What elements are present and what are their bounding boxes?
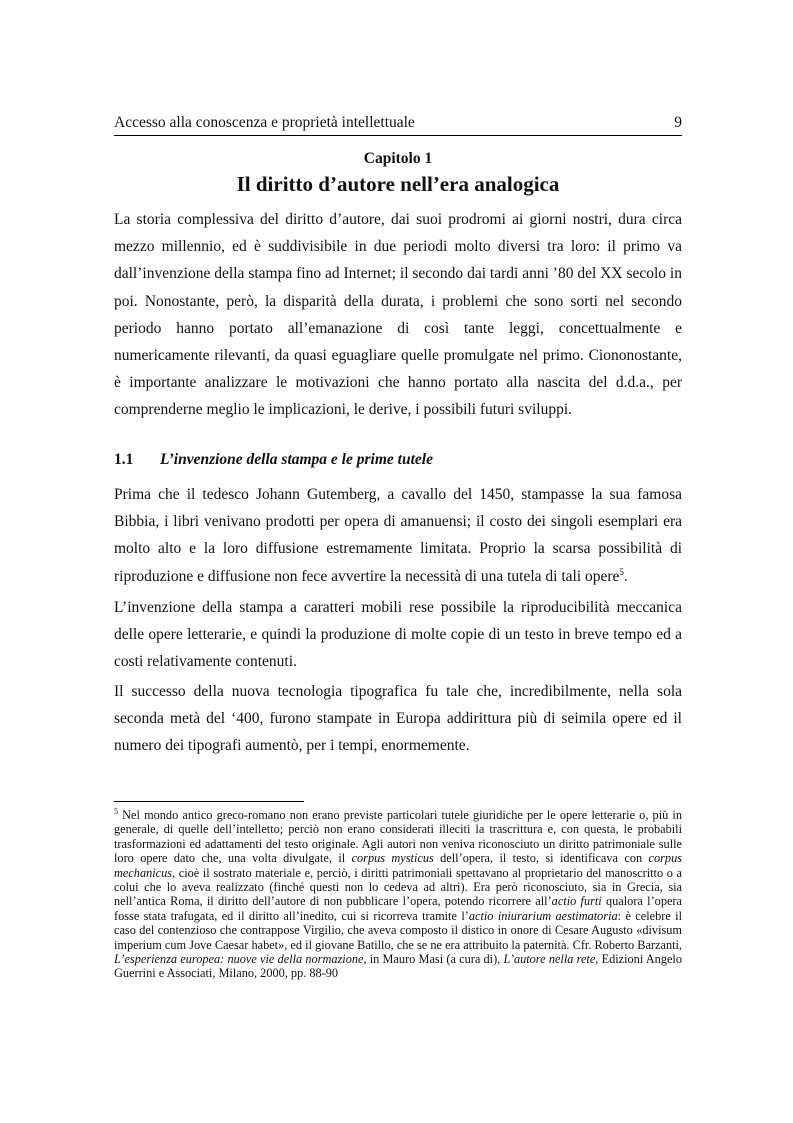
footnote-text: qualora l’opera fosse stata trafugata, ed il diritto all’inedito, cui si ricorreva tramite l’	[114, 894, 682, 923]
paragraph-gutemberg	[114, 481, 682, 590]
footnote-text: Nel mondo antico greco-romano non erano previste particolari tutele giuridiche per le opere letterarie o, più in generale, di quelle dell’intelletto; perciò non erano considerati illeciti la trascrittura e, con questa, le probabili trasformazioni ed adattamenti del testo originale. Agli autori non veniva riconosciuto un diritto patrimoniale sulle loro opere dato che, una volta divulgate, il	[114, 808, 682, 866]
page-number: 9	[674, 114, 682, 131]
paragraph-end: .	[623, 567, 628, 585]
intro-paragraph: La storia complessiva del diritto d’autore, dai suoi prodromi ai giorni nostri, dura circa mezzo millennio, ed è suddivisibile in due periodi molto diversi tra loro: il primo va dall’invenzione della stampa fino ad Internet; il secondo dai tardi anni ’80 del XX secolo in poi. Nonostante, però, la disparità della durata, i problemi che sono sorti nel secondo periodo hanno portato all’emanazione di così tante leggi, concettualmente e numericamente rilevanti, da quasi eguagliare quelle promulgate nel primo. Ciononostante, è importante analizzare le motivazioni che hanno portato alla nascita del d.d.a., per comprenderne meglio le implicazioni, le derive, i possibili futuri sviluppi.	[114, 211, 682, 419]
footnote-italic: corpus mechanicus	[114, 851, 683, 880]
paragraph-movable-type: L’invenzione della stampa a caratteri mobili rese possibile la riproducibilità meccanica delle opere letterarie, e quindi la produzione di molte copie di un testo in breve tempo ed a costi relativamente contenuti.	[114, 599, 682, 671]
footnote-marker: 5	[114, 806, 118, 816]
footnote-text: , in Mauro Masi (a cura di),	[363, 952, 504, 967]
footnote-divider	[114, 801, 304, 802]
footnote-italic: actio furti	[551, 894, 602, 909]
footnote-text: Edizioni Angelo Guerrini e Associati, Milano, 2000, pp. 88-90	[114, 952, 682, 981]
running-header	[114, 114, 682, 136]
footnote-text: dell’opera, il testo, si identificava con	[433, 851, 649, 866]
footnote	[114, 808, 682, 981]
footnote-italic: L’autore nella rete,	[503, 952, 599, 967]
section-title: L’invenzione della stampa e le prime tutele	[160, 451, 433, 468]
footnote-text: : è celebre il caso del contenzioso che contrappose Virgilio, che aveva composto il distico in onore di Cesare Augusto «divisum imperium cum Jove Caesar habet», ed il giovane Batillo, che se ne era attribuito la paternità. Cfr. Roberto Barzanti,	[114, 908, 683, 952]
footnote-italic: actio iniurarium aestimatoria	[468, 908, 618, 923]
paragraph-text: Prima che il tedesco Johann Gutemberg, a cavallo del 1450, stampasse la sua famosa Bibbia, i libri venivano prodotti per opera di amanuensi; il costo dei singoli esemplari era molto alto e la loro diffusione estremamente limitata. Proprio la scarsa possibilità di riproduzione e diffusione non fece avvertire la necessità di una tutela di tali opere	[114, 486, 682, 585]
section-heading	[114, 450, 682, 470]
running-title: Accesso alla conoscenza e proprietà intellettuale	[114, 114, 415, 131]
footnote-text: , cioè il sostrato materiale e, perciò, i diritti patrimoniali spettavano al proprietario del manoscritto o a colui che lo aveva realizzato (finché questi non lo cedeva ad altri). Era però riconosciuto, sia in Grecia, sia nell’antica Roma, il diritto dell’autore di non pubblicare l’opera, potendo ricorrere all’	[114, 865, 682, 909]
footnote-italic: corpus mysticus	[351, 851, 434, 866]
chapter-label: Capitolo 1	[363, 150, 433, 167]
footnote-italic: L’esperienza europea: nuove vie della normazione	[114, 952, 364, 967]
paragraph-typography-success: Il successo della nuova tecnologia tipografica fu tale che, incredibilmente, nella sola seconda metà del ‘400, furono stampate in Europa addirittura più di seimila opere ed il numero dei tipografi aumentò, per i tempi, enormemente.	[114, 683, 682, 755]
section-number: 1.1	[114, 451, 134, 468]
footnote-reference[interactable]: 5	[619, 566, 624, 577]
chapter-title: Il diritto d’autore nell’era analogica	[236, 172, 560, 196]
